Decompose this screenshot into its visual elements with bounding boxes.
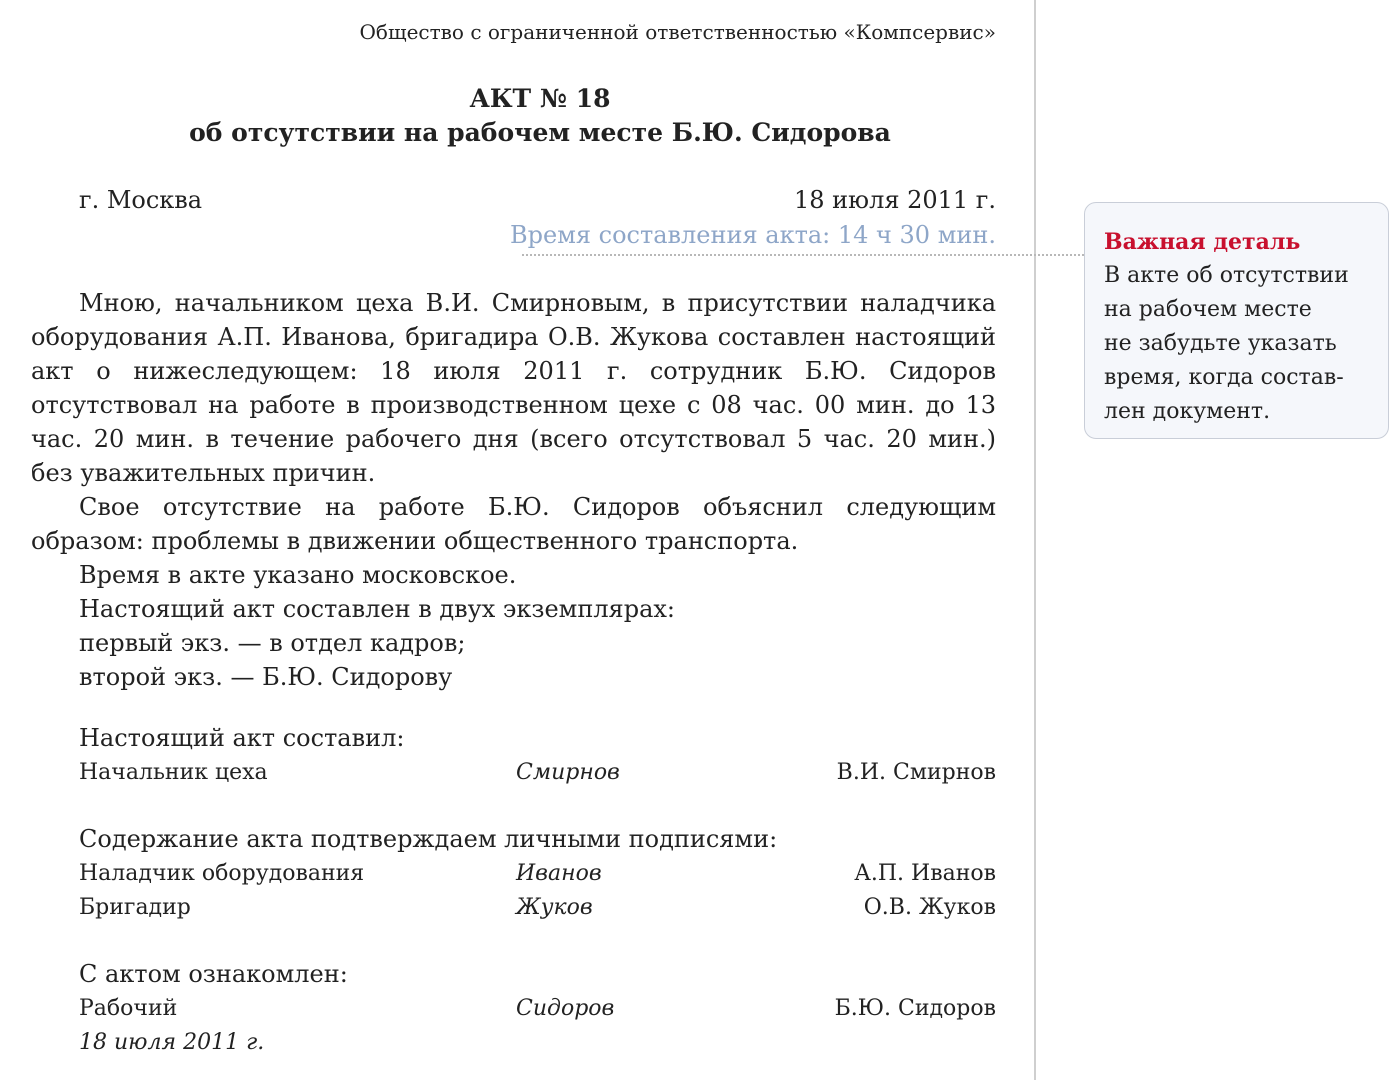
- signature: Жуков: [516, 895, 593, 920]
- line-copy-2: второй экз. — Б.Ю. Сидорову: [79, 663, 453, 691]
- paragraph-absence: Мною, начальником цеха В.И. Смирновым, в присутствии наладчика оборудования А.П. Иванова, бригадира О.В. Жукова составлен настоящий акт о нижеследующем: 18 июля 2011 г. сотрудник Б.Ю. Сидоров отсутствовал на работе в производственном цехе с 08 час. 00 мин. до 13 час. 20 мин. в течение рабочего дня (всего отсутствовал 5 час. 20 мин.) без уважительных причин.: [31, 289, 996, 487]
- signature-row-worker: [79, 996, 996, 1026]
- acknowledged-heading: С актом ознакомлен:: [79, 960, 348, 988]
- city: г. Москва: [79, 186, 203, 214]
- signer-name: В.И. Смирнов: [836, 760, 996, 785]
- signer-name: Б.Ю. Сидоров: [834, 996, 996, 1021]
- act-date: 18 июля 2011 г.: [794, 186, 996, 214]
- signature: Смирнов: [516, 760, 620, 785]
- page-divider: [1034, 0, 1036, 1080]
- signature: Сидоров: [516, 996, 615, 1021]
- signer-position: Рабочий: [79, 996, 178, 1021]
- confirmed-by-heading: Содержание акта подтверждаем личными подписями:: [79, 825, 778, 853]
- signer-position: Наладчик оборудования: [79, 861, 365, 886]
- callout-line: не забудьте указать: [1104, 331, 1337, 356]
- signer-name: О.В. Жуков: [863, 895, 996, 920]
- callout-title: Важная деталь: [1104, 229, 1301, 255]
- acknowledged-date: 18 июля 2011 г.: [79, 1030, 265, 1055]
- line-copies: Настоящий акт составлен в двух экземплярах:: [79, 595, 675, 623]
- signer-position: Бригадир: [79, 895, 191, 920]
- signature-row-compiler: [79, 760, 996, 790]
- line-time-zone: Время в акте указано московское.: [79, 561, 517, 589]
- line-copy-1: первый экз. — в отдел кадров;: [79, 629, 466, 657]
- callout-line: на рабочем месте: [1104, 297, 1312, 322]
- signer-name: А.П. Иванов: [854, 861, 996, 886]
- important-detail-callout: [1084, 202, 1389, 439]
- callout-leader-line: [522, 254, 1084, 256]
- paragraph-explanation: Свое отсутствие на работе Б.Ю. Сидоров объяснил следующим образом: проблемы в движении общественного транспорта.: [31, 493, 996, 555]
- compilation-time: Время составления акта: 14 ч 30 мин.: [509, 221, 996, 249]
- callout-line: В акте об отсутствии: [1104, 263, 1349, 288]
- organization-name: Общество с ограниченной ответственностью «Компсервис»: [359, 20, 996, 44]
- signature-row-foreman: [79, 895, 996, 925]
- callout-line: время, когда состав-: [1104, 365, 1344, 390]
- act-body: [31, 286, 996, 694]
- signature-row-adjuster: [79, 861, 996, 891]
- signer-position: Начальник цеха: [79, 760, 268, 785]
- act-title: АКТ № 18: [469, 84, 611, 113]
- compiled-by-heading: Настоящий акт составил:: [79, 724, 405, 752]
- signature: Иванов: [516, 861, 602, 886]
- callout-line: лен документ.: [1104, 399, 1271, 424]
- act-subtitle: об отсутствии на рабочем месте Б.Ю. Сидорова: [189, 118, 891, 147]
